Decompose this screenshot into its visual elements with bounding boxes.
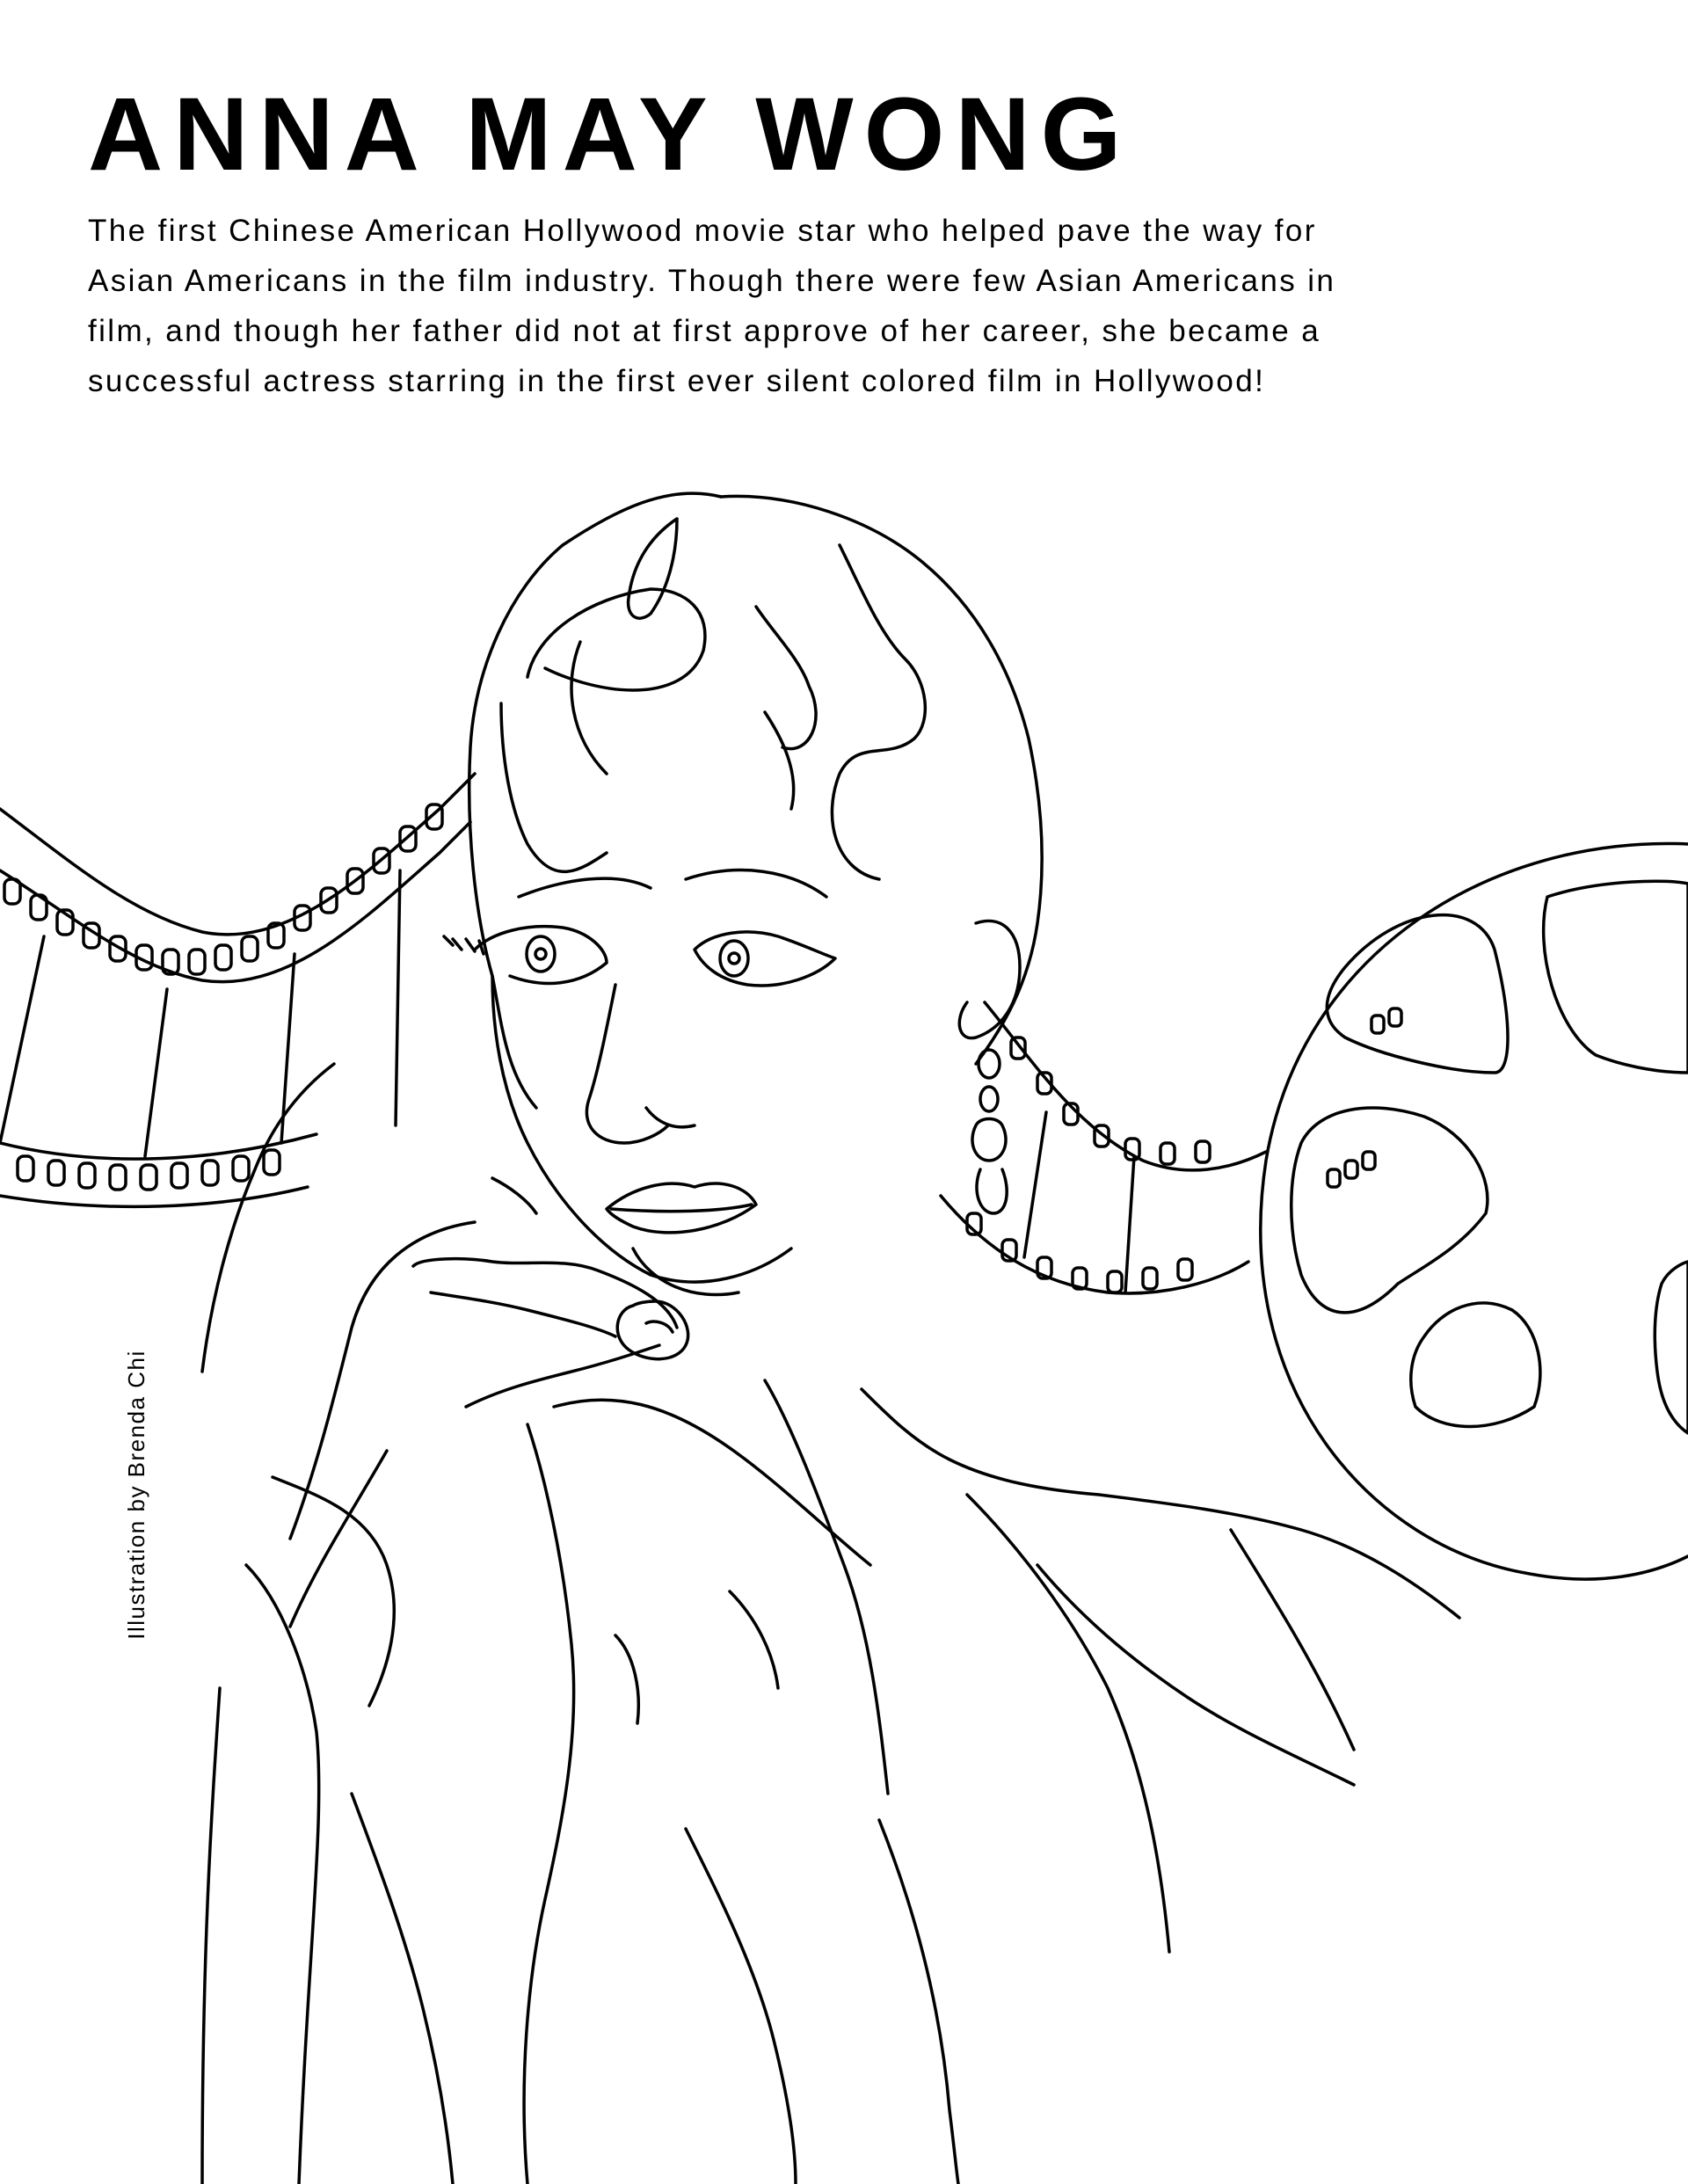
description-line: film, and though her father did not at first approve of her career, she became a — [88, 314, 1321, 348]
film-reel-icon — [1261, 843, 1688, 1579]
portrait-line-art — [0, 457, 1688, 2184]
page-title: ANNA MAY WONG — [88, 76, 1132, 193]
film-strip-icon — [0, 774, 475, 1206]
illustration-credit: Illustration by Brenda Chi — [123, 1350, 149, 1640]
earring-icon — [959, 921, 1020, 1213]
description-line: The first Chinese American Hollywood movie star who helped pave the way for — [88, 214, 1317, 248]
description-line: successful actress starring in the first ever silent colored film in Hollywood! — [88, 364, 1266, 398]
portrait-head — [469, 493, 1042, 1108]
description-line: Asian Americans in the film industry. Though there were few Asian Americans in — [88, 264, 1336, 298]
portrait-illustration — [0, 457, 1688, 2184]
clothing — [202, 1064, 1459, 2184]
portrait-face — [444, 870, 835, 1295]
page-description — [88, 206, 1459, 406]
